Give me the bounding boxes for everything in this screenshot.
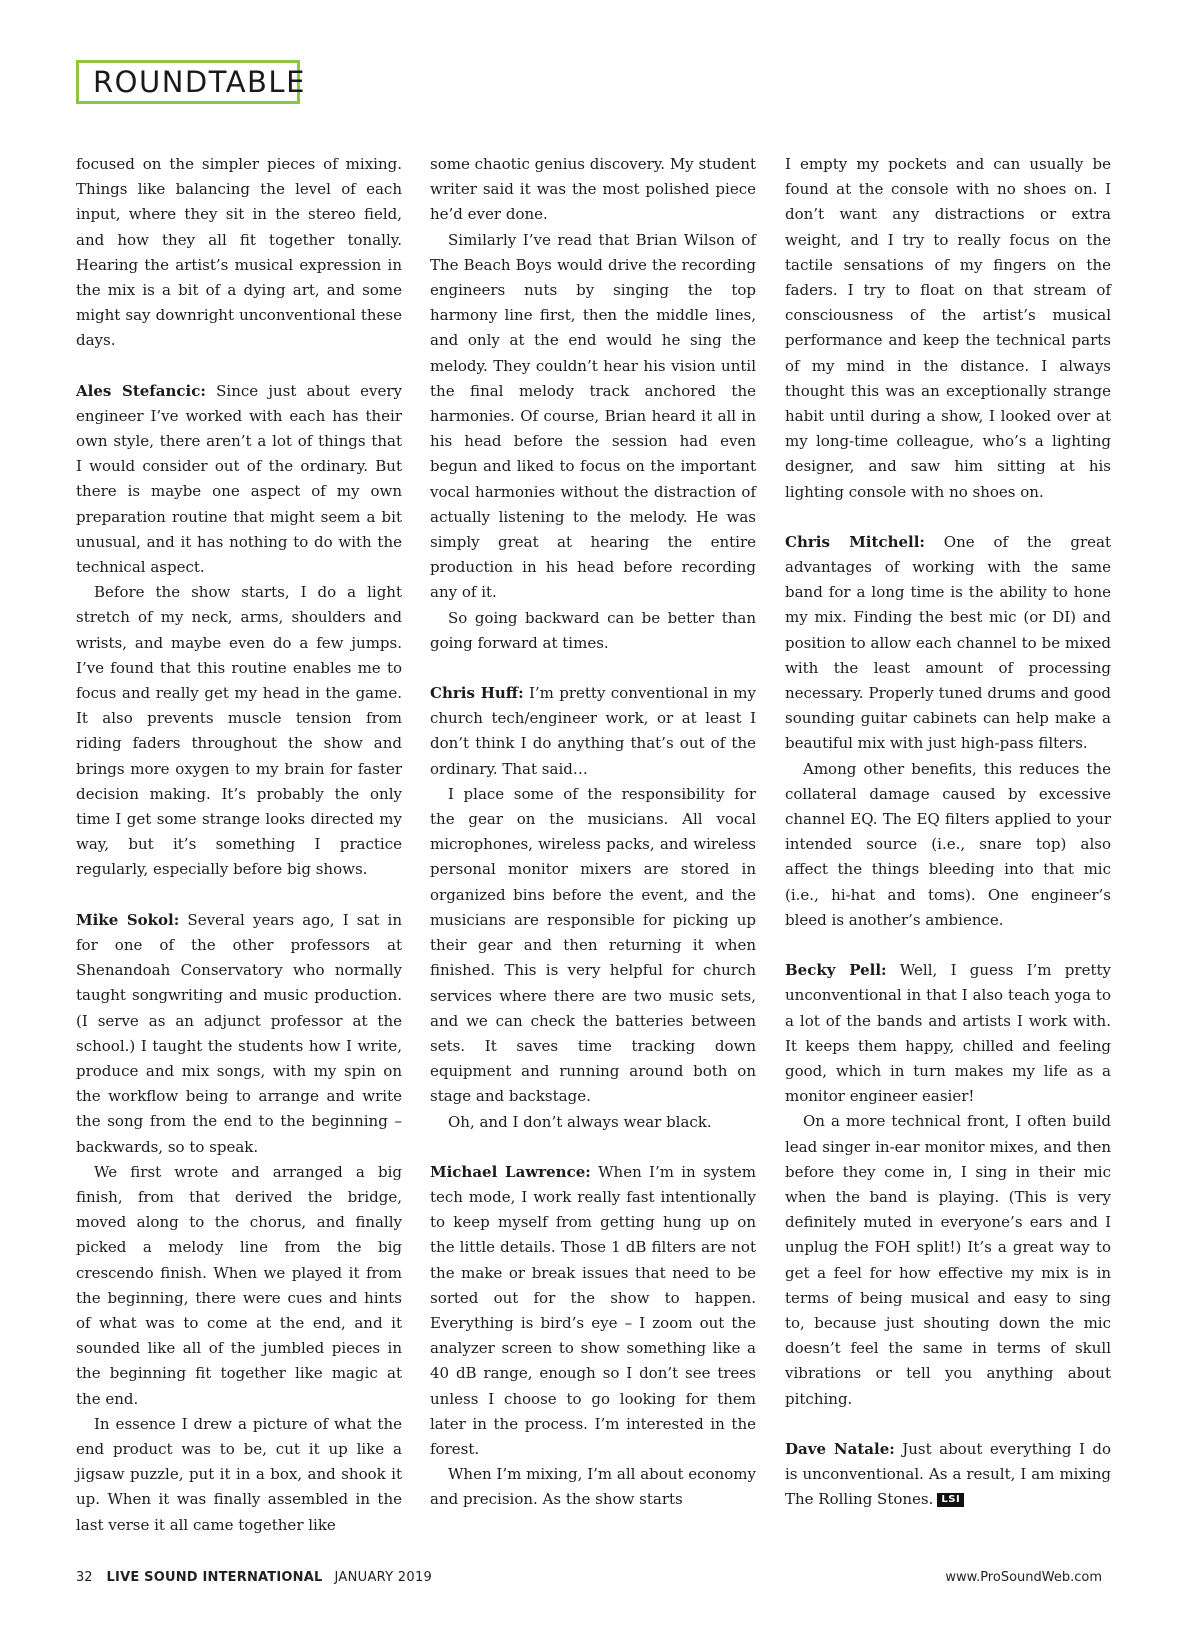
paragraph: So going backward can be better than going forward at times. xyxy=(430,608,756,652)
end-mark-badge: LSI xyxy=(937,1493,964,1507)
paragraph xyxy=(76,379,402,581)
paragraph: On a more technical front, I often build lead singer in-ear monitor mixes, and then before they come in, I sing in their mic when the band is playing. (This is very definitely muted in everyone’s ears and I unplug the FOH split!) It’s a great way to get a feel for how effective my mix is in terms of being musical and easy to sing to, because just shouting down the mic doesn’t feel the same in terms of skull vibrations or tell you anything about pitching. xyxy=(785,1112,1111,1408)
paragraph: I place some of the responsibility for the gear on the musicians. All vocal microphones, wireless packs, and wireless personal monitor mixers are stored in organized bins before the event, and the musicians are responsible for picking up their gear and then returning it when finished. This is very helpful for church services where there are two music sets, and we can check the batteries between sets. It saves time tracking down equipment and running around both on stage and backstage. xyxy=(430,784,756,1106)
paragraph: Before the show starts, I do a light stretch of my neck, arms, shoulders and wrists, and maybe even do a few jumps. I’ve found that this routine enables me to focus and really get my head in the game. It also prevents muscle tension from riding faders throughout the show and brings more oxygen to my brain for faster decision making. It’s probably the only time I get some strange looks directed my way, but it’s something I practice regularly, especially before big shows. xyxy=(76,583,402,879)
paragraph-text: Well, I guess I’m pretty unconventional in that I also teach yoga to a lot of the bands and artists I work with. It keeps them happy, chilled and feeling good, which in turn makes my life as a monitor engineer easier! xyxy=(785,961,1111,1106)
section-title: ROUNDTABLE xyxy=(93,65,306,99)
paragraph-text: I’m pretty conventional in my church tech/engineer work, or at least I don’t think I do anything that’s out of the ordinary. That said… xyxy=(430,684,756,778)
paragraph-text: Just about everything I do is unconventional. As a result, I am mixing The Rolling Stones. xyxy=(785,1439,1111,1509)
section-header xyxy=(76,60,306,104)
paragraph xyxy=(785,958,1111,1109)
paragraph: Similarly I’ve read that Brian Wilson of The Beach Boys would drive the recording engineers nuts by singing the top harmony line first, then the middle lines, and only at the end would he sing the melody. They couldn’t hear his vision until the final melody track anchored the harmonies. Of course, Brian heard it all in his head before the session had even begun and liked to focus on the important vocal harmonies without the distraction of actually listening to the melody. He was simply great at hearing the entire production in his head before recording any of it. xyxy=(430,230,756,602)
paragraph xyxy=(430,681,756,782)
website-link[interactable]: www.ProSoundWeb.com xyxy=(945,1570,1102,1585)
page-number: 32 xyxy=(76,1570,93,1585)
paragraph-text: Since just about every engineer I’ve worked with each has their own style, there aren’t a lot of things that I would consider out of the ordinary. But there is maybe one aspect of my own preparation routine that might seem a bit unusual, and it has nothing to do with the technical aspect. xyxy=(76,381,402,577)
article-column-3 xyxy=(785,152,1111,1512)
paragraph xyxy=(76,908,402,1160)
page-footer xyxy=(76,1570,432,1585)
paragraph: some chaotic genius discovery. My student writer said it was the most polished piece he’d ever done. xyxy=(430,155,756,224)
speaker-name: Dave Natale: xyxy=(785,1439,895,1458)
issue-date: JANUARY 2019 xyxy=(334,1570,433,1585)
article-column-2 xyxy=(430,152,756,1513)
paragraph: In essence I drew a picture of what the end product was to be, cut it up like a jigsaw puzzle, put it in a box, and shook it up. When it was finally assembled in the last verse it all came together like xyxy=(76,1414,402,1534)
speaker-name: Michael Lawrence: xyxy=(430,1162,591,1181)
paragraph xyxy=(785,1437,1111,1513)
speaker-name: Ales Stefancic: xyxy=(76,381,206,400)
speaker-name: Chris Mitchell: xyxy=(785,532,925,551)
paragraph: focused on the simpler pieces of mixing. Things like balancing the level of each input, where they sit in the stereo field, and how they all fit together tonally. Hearing the artist’s musical expression in the mix is a bit of a dying art, and some might say downright unconventional these days. xyxy=(76,155,402,350)
paragraph xyxy=(430,1160,756,1462)
paragraph-text: Several years ago, I sat in for one of the other professors at Shenandoah Conservatory who normally taught songwriting and music production. (I serve as an adjunct professor at the school.) I taught the students how I write, produce and mix songs, with my spin on the workflow being to arrange and write the song from the end to the beginning – backwards, so to speak. xyxy=(76,910,402,1156)
paragraph: I empty my pockets and can usually be found at the console with no shoes on. I don’t want any distractions or extra weight, and I try to really focus on the tactile sensations of my fingers on the faders. I try to float on that stream of consciousness of the artist’s musical performance and keep the technical parts of my mind in the distance. I always thought this was an exceptionally strange habit until during a show, I looked over at my long-time colleague, who’s a lighting designer, and saw him sitting at his lighting console with no shoes on. xyxy=(785,155,1111,501)
paragraph-text: One of the great advantages of working with the same band for a long time is the ability to hone my mix. Finding the best mic (or DI) and position to allow each channel to be mixed with the least amount of processing necessary. Properly tuned drums and good sounding guitar cabinets can help make a beautiful mix with just high-pass filters. xyxy=(785,532,1111,753)
speaker-name: Becky Pell: xyxy=(785,961,887,980)
paragraph-text: When I’m in system tech mode, I work really fast intentionally to keep myself from getting hung up on the little details. Those 1 dB filters are not the make or break issues that need to be sorted out for the show to happen. Everything is bird’s eye – I zoom out the analyzer screen to show something like a 40 dB range, enough so I don’t see trees unless I choose to go looking for them later in the process. I’m interested in the forest. xyxy=(430,1162,756,1458)
speaker-name: Chris Huff: xyxy=(430,684,524,703)
paragraph: Oh, and I don’t always wear black. xyxy=(448,1112,712,1131)
speaker-name: Mike Sokol: xyxy=(76,910,180,929)
paragraph: When I’m mixing, I’m all about economy and precision. As the show starts xyxy=(430,1465,756,1509)
paragraph xyxy=(785,530,1111,757)
paragraph: Among other benefits, this reduces the collateral damage caused by excessive channel EQ. The EQ filters applied to your intended source (i.e., snare top) also affect the things bleeding into that mic (i.e., hi-hat and toms). One engineer’s bleed is another’s ambience. xyxy=(785,759,1111,929)
article-column-1 xyxy=(76,152,402,1538)
publication-name: LIVE SOUND INTERNATIONAL xyxy=(106,1570,323,1585)
paragraph: We first wrote and arranged a big finish, from that derived the bridge, moved along to the chorus, and finally picked a melody line from the big crescendo finish. When we played it from the beginning, there were cues and hints of what was to come at the end, and it sounded like all of the jumbled pieces in the beginning fit together like magic at the end. xyxy=(76,1162,402,1408)
